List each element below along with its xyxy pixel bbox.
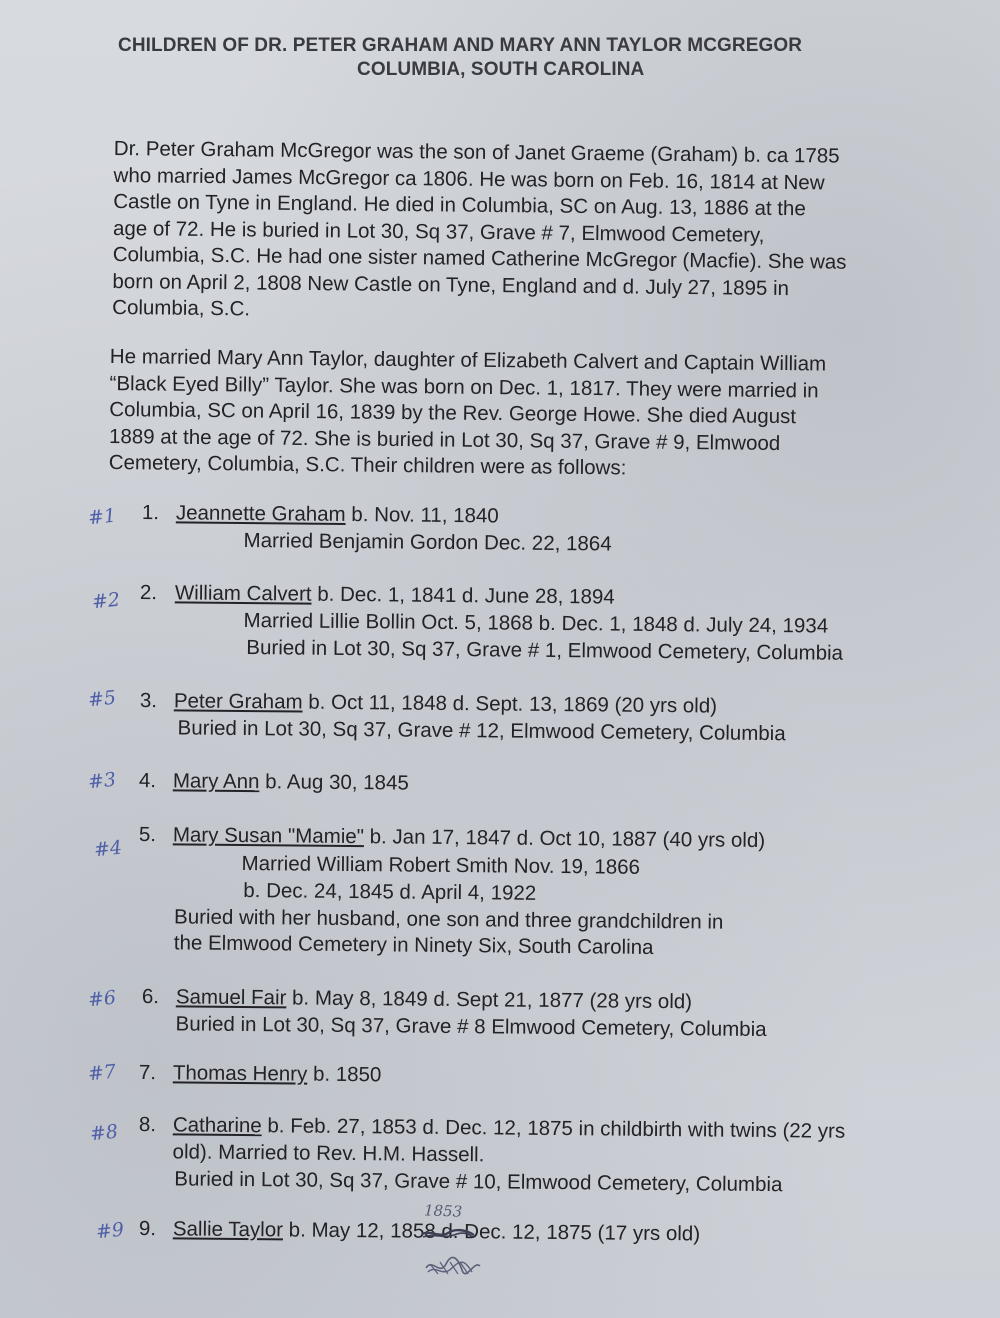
text-line: He married Mary Ann Taylor, daughter of Elizabeth Calvert and Captain William: [109, 344, 827, 376]
entry-number: 5.: [138, 822, 157, 847]
child-name: Catharine: [172, 1113, 262, 1138]
child-dates: b. Jan 17, 1847 d. Oct 10, 1887 (40 yrs old): [363, 825, 766, 853]
entry-headline: [173, 822, 766, 854]
handwritten-mark: #1: [86, 504, 118, 530]
child-name: Mary Susan "Mamie": [172, 823, 365, 849]
entry-detail: Married Lillie Bollin Oct. 5, 1868 b. Dec. 1, 1848 d. July 24, 1934: [243, 608, 829, 638]
child-dates: b. Feb. 27, 1853 d. Dec. 12, 1875 in childbirth with twins (22 yrs: [261, 1114, 846, 1143]
child-birth-prefix: b. May 12,: [282, 1218, 391, 1243]
handwritten-mark: #3: [86, 768, 118, 794]
text-line: who married James McGregor ca 1806. He was born on Feb. 16, 1814 at New: [113, 163, 825, 194]
handwritten-mark: #6: [86, 986, 118, 1012]
child-dates: b. Aug 30, 1845: [259, 770, 409, 795]
entry-detail: Buried in Lot 30, Sq 37, Grave # 8 Elmwood Cemetery, Columbia: [175, 1012, 767, 1041]
text-line: Columbia, S.C.: [112, 295, 251, 321]
entry-detail: Buried with her husband, one son and three grandchildren in: [173, 905, 724, 934]
child-dates: b. Dec. 1, 1841 d. June 28, 1894: [311, 582, 615, 609]
child-dates: d. Dec. 12, 1875 (17 yrs old): [435, 1219, 701, 1246]
child-dates: b. May 8, 1849 d. Sept 21, 1877 (28 yrs old): [286, 986, 693, 1014]
entry-number: 3.: [139, 688, 158, 713]
intro-paragraph-father: [112, 136, 848, 329]
child-name: Peter Graham: [173, 689, 303, 714]
document-title: CHILDREN OF DR. PETER GRAHAM AND MARY ANN TAYLOR MCGREGOR: [118, 35, 803, 56]
entry-headline: [176, 984, 692, 1015]
entry-detail: Buried in Lot 30, Sq 37, Grave # 10, Elmwood Cemetery, Columbia: [174, 1167, 783, 1197]
entry-number: 8.: [138, 1113, 157, 1137]
child-name: Jeannette Graham: [175, 501, 346, 526]
text-line: 1889 at the age of 72. She is buried in Lot 30, Sq 37, Grave # 9, Elmwood: [108, 424, 781, 455]
child-name: Samuel Fair: [175, 985, 287, 1010]
handwritten-correction: 1853: [423, 1201, 463, 1221]
ink-scribble-icon: [422, 1250, 484, 1280]
text-line: Columbia, S.C. He had one sister named Catherine McGregor (Macfie). She was: [112, 242, 847, 274]
document-subtitle: COLUMBIA, SOUTH CAROLINA: [357, 59, 645, 80]
child-dates: b. Nov. 11, 1840: [345, 502, 499, 528]
entry-number: 6.: [141, 984, 160, 1009]
entry-detail: Married William Robert Smith Nov. 19, 1866: [241, 851, 641, 879]
entry-headline: [176, 500, 499, 530]
text-line: born on April 2, 1808 New Castle on Tyne, England and d. July 27, 1895 in: [112, 269, 790, 300]
entry-number: 9.: [138, 1217, 157, 1241]
child-dates: b. Oct 11, 1848 d. Sept. 13, 1869 (20 yrs old): [302, 690, 718, 718]
child-name: William Calvert: [174, 581, 312, 606]
entry-number: 7.: [138, 1061, 157, 1085]
strike-through-icon: [420, 1226, 476, 1242]
child-name: Sallie Taylor: [172, 1217, 284, 1242]
entry-detail: old). Married to Rev. H.M. Hassell.: [172, 1140, 485, 1167]
text-line: Cemetery, Columbia, S.C. Their children were as follows:: [108, 450, 627, 480]
child-dates: b. 1850: [307, 1062, 382, 1087]
entry-detail: b. Dec. 24, 1845 d. April 4, 1922: [243, 879, 537, 905]
handwritten-mark: #4: [92, 836, 124, 862]
child-name: Mary Ann: [172, 769, 260, 794]
entry-number: 1.: [141, 500, 160, 525]
entry-detail: Buried in Lot 30, Sq 37, Grave # 1, Elmwood Cemetery, Columbia: [246, 636, 844, 665]
handwritten-mark: #2: [90, 588, 122, 614]
child-name: Thomas Henry: [172, 1061, 308, 1086]
text-line: Dr. Peter Graham McGregor was the son of Janet Graeme (Graham) b. ca 1785: [113, 136, 840, 168]
text-line: “Black Eyed Billy” Taylor. She was born on Dec. 1, 1817. They were married in: [109, 371, 819, 402]
entry-number: 4.: [138, 768, 157, 793]
struck-out-year: 1858: [390, 1219, 436, 1243]
entry-headline: [173, 1060, 382, 1089]
handwritten-mark: #8: [88, 1120, 120, 1146]
handwritten-mark: #5: [86, 686, 118, 712]
intro-paragraph-mother: [109, 344, 827, 484]
handwritten-mark: #9: [94, 1218, 126, 1244]
entry-number: 2.: [139, 580, 158, 605]
text-line: Castle on Tyne in England. He died in Columbia, SC on Aug. 13, 1886 at the: [113, 189, 806, 221]
entry-detail: Buried in Lot 30, Sq 37, Grave # 12, Elmwood Cemetery, Columbia: [177, 716, 786, 746]
entry-headline: [175, 580, 615, 611]
handwritten-mark: #7: [86, 1060, 118, 1086]
entry-detail: the Elmwood Cemetery in Ninety Six, South Carolina: [173, 931, 654, 959]
text-line: age of 72. He is buried in Lot 30, Sq 37, Grave # 7, Elmwood Cemetery,: [112, 216, 765, 247]
entry-detail: Married Benjamin Gordon Dec. 22, 1864: [243, 528, 612, 556]
entry-headline: [173, 768, 409, 797]
text-line: Columbia, SC on April 16, 1839 by the Rev. George Howe. She died August: [109, 397, 797, 429]
